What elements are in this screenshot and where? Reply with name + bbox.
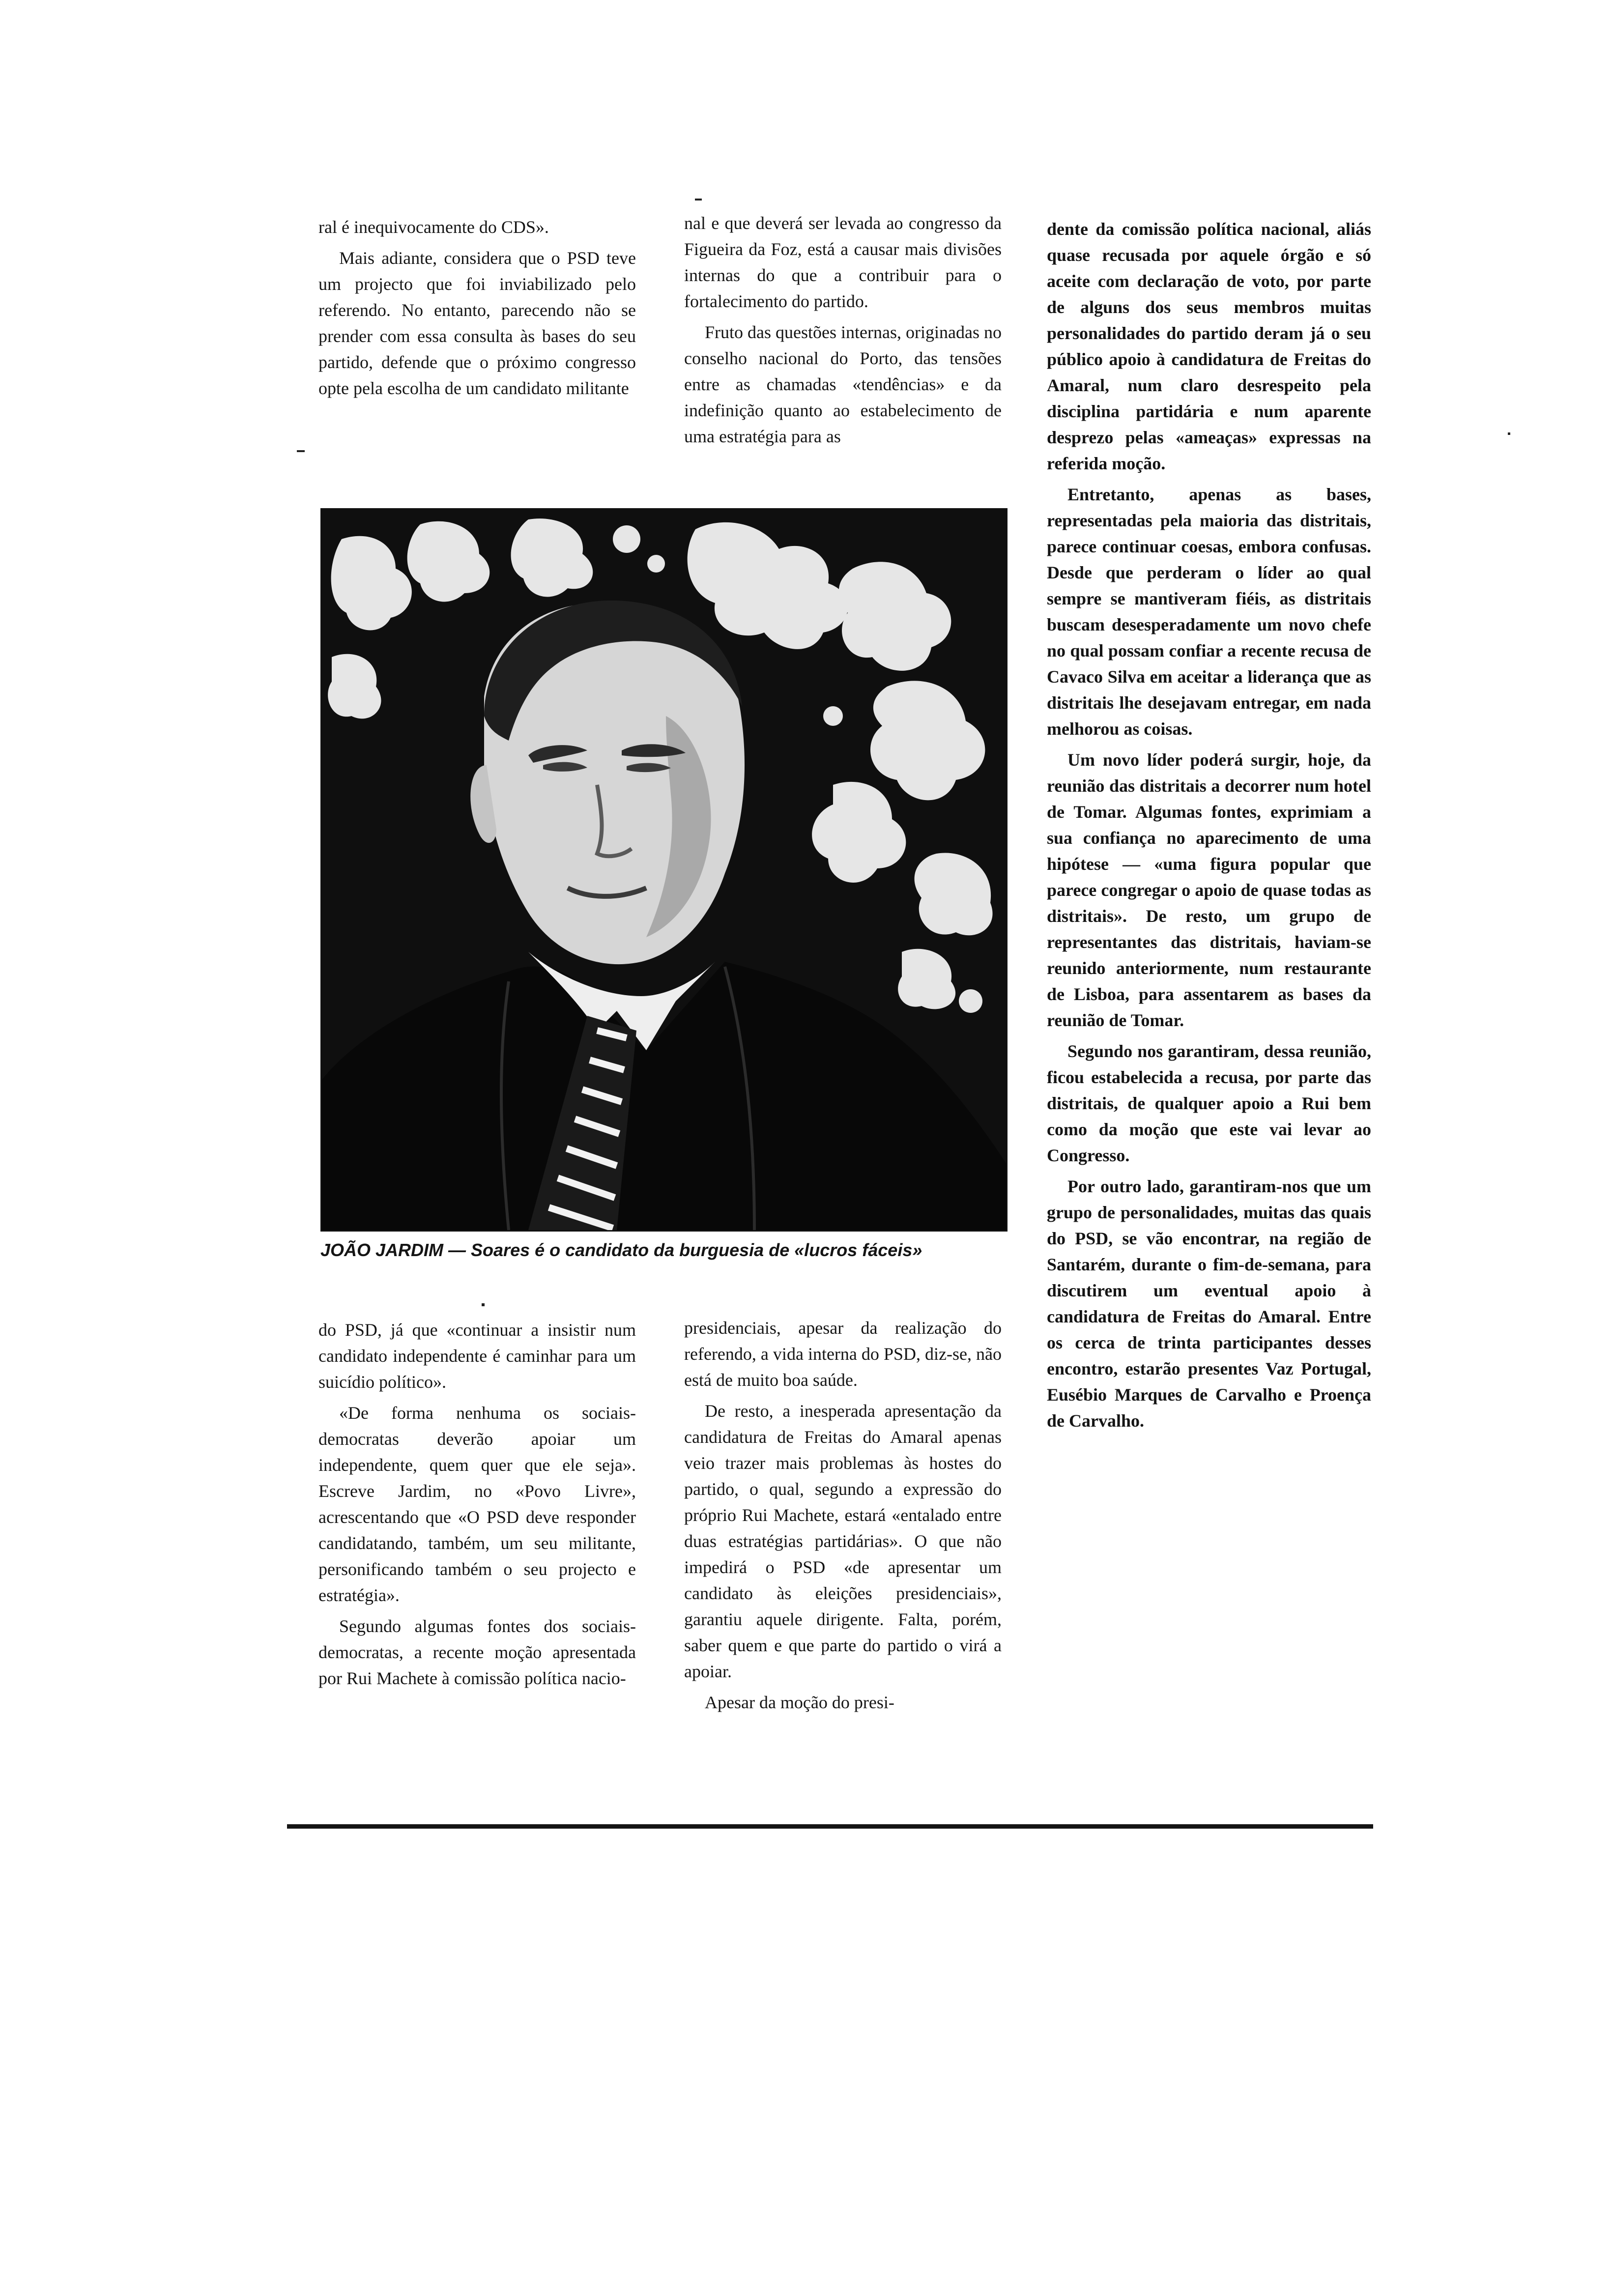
article-column-2-bottom <box>684 1315 1002 1721</box>
portrait-image <box>322 510 1006 1230</box>
paragraph: Fruto das questões internas, originadas no conselho nacional do Porto, das tensões entre as chamadas «tendências» e da indefinição quanto ao estabelecimento de uma estratégia para as <box>684 322 1002 446</box>
article-column-1-top <box>318 214 636 406</box>
paragraph: Segundo nos garantiram, dessa reunião, ficou estabelecida a recusa, por parte das distritais, de qualquer apoio a Rui bem como da moção que este vai levar ao Congresso. <box>1047 1041 1371 1165</box>
article-column-2-top <box>684 210 1002 455</box>
paragraph: dente da comissão política nacional, aliás quase recusada por aquele órgão e só aceite com declaração de voto, por parte de alguns dos seus membros muitas personalidades do partido deram já o seu público apoio à candidatura de Freitas do Amaral, num claro desrespeito pela disciplina partidária e num aparente desprezo pelas «ameaças» expressas na referida moção. <box>1047 219 1371 473</box>
scan-speck <box>695 199 702 201</box>
article-column-3 <box>1047 216 1371 1439</box>
bottom-rule <box>287 1824 1373 1829</box>
paragraph: Entretanto, apenas as bases, representadas pela maioria das distritais, parece continuar coesas, embora confusas. Desde que perderam o líder ao qual sempre se mantiveram fiéis, as distritais buscam desesperadamente um novo chefe no qual possam confiar a recente recusa de Cavaco Silva em aceitar a liderança que as distritais lhe desejavam entregar, em nada melhorou as coisas. <box>1047 485 1371 739</box>
paragraph: Apesar da moção do presi- <box>705 1693 894 1712</box>
paragraph: De resto, a inesperada apresentação da candidatura de Freitas do Amaral apenas veio trazer mais problemas às hostes do partido, o qual, segundo a expressão do próprio Rui Machete, estará «entalado entre duas estratégias partidárias». O que não impedirá o PSD «de apresentar um candidato às eleições presidenciais», garantiu aquele dirigente. Falta, porém, saber quem e que parte do partido o virá a apoiar. <box>684 1401 1002 1681</box>
paragraph: do PSD, já que «continuar a insistir num candidato independente é caminhar para um suicídio político». <box>318 1320 636 1392</box>
scan-speck <box>1508 432 1510 435</box>
paragraph: ral é inequivocamente do CDS». <box>318 217 549 237</box>
paragraph: Mais adiante, considera que o PSD teve um projecto que foi inviabilizado pelo referendo. No entanto, parecendo não se prender com essa consulta às bases do seu partido, defende que o próximo congresso opte pela escolha de um candidato militante <box>318 248 636 398</box>
scan-speck <box>297 450 305 452</box>
paragraph: nal e que deverá ser levada ao congresso da Figueira da Foz, está a causar mais divisões internas do que a contribuir para o fortalecimento do partido. <box>684 213 1002 311</box>
paragraph: Por outro lado, garantiram-nos que um grupo de personalidades, muitas das quais do PSD, se vão encontrar, na região de Santarém, durante o fim-de-semana, para discutirem um eventual apoio à candidatura de Freitas do Amaral. Entre os cerca de trinta participantes desses encontro, estarão presentes Vaz Portugal, Eusébio Marques de Carvalho e Proença de Carvalho. <box>1047 1177 1371 1431</box>
portrait-photo <box>320 508 1008 1232</box>
paragraph: Segundo algumas fontes dos sociais-democratas, a recente moção apresentada por Rui Machete à comissão política nacio- <box>318 1616 636 1688</box>
scan-speck <box>482 1303 485 1306</box>
article-column-1-bottom <box>318 1317 636 1696</box>
paragraph: Um novo líder poderá surgir, hoje, da reunião das distritais a decorrer num hotel de Tomar. Algumas fontes, exprimiam a sua confiança no aparecimento de uma hipótese — «uma figura popular que parece congregar o apoio de quase todas as distritais». De resto, um grupo de representantes das distritais, haviam-se reunido anteriormente, num restaurante de Lisboa, para assentarem as bases da reunião de Tomar. <box>1047 750 1371 1030</box>
photo-caption: JOÃO JARDIM — Soares é o candidato da burguesia de «lucros fáceis» <box>320 1240 922 1260</box>
paragraph: «De forma nenhuma os sociais-democratas deverão apoiar um independente, quem quer que ele seja». Escreve Jardim, no «Povo Livre», acrescentando que «O PSD deve responder candidatando, também, um seu militante, personificando também o seu projecto e estratégia». <box>318 1403 636 1605</box>
paragraph: presidenciais, apesar da realização do referendo, a vida interna do PSD, diz-se, não está de muito boa saúde. <box>684 1318 1002 1390</box>
